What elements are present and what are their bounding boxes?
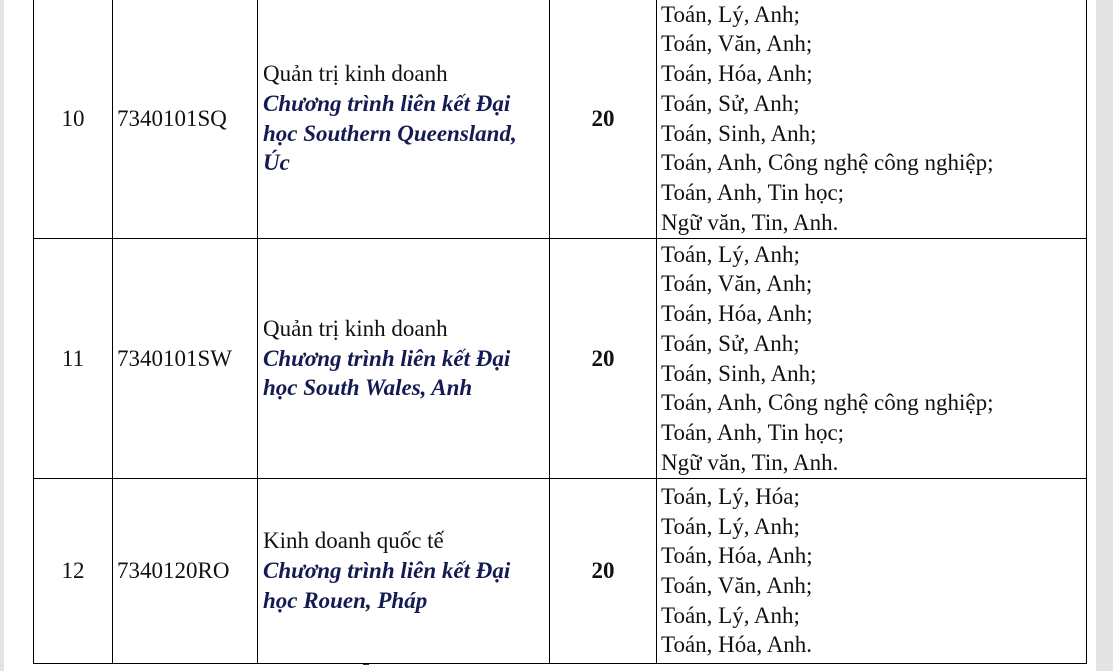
row-number: 12 xyxy=(61,558,85,584)
row-number: 10 xyxy=(61,105,85,131)
subject-combination: Toán, Văn, Anh; xyxy=(661,573,813,598)
major-name: Quản trị kinh doanh xyxy=(263,315,448,341)
subject-combination: Toán, Sinh, Anh; xyxy=(661,360,817,386)
subject-combination: Toán, Anh, Công nghệ công nghiệp; xyxy=(661,150,994,176)
subject-combination: Ngữ văn, Tin, Anh. xyxy=(661,449,839,475)
major-name-cell xyxy=(258,479,550,664)
major-code: 7340101SQ xyxy=(117,105,227,131)
row-number-cell xyxy=(34,239,113,479)
subject-combination: Toán, Lý, Hóa; xyxy=(661,483,800,509)
program-name: Chương trình liên kết Đại học South Wales, Anh xyxy=(263,345,511,401)
subject-combination: Toán, Hóa, Anh; xyxy=(661,61,813,87)
subject-combination: Toán, Văn, Anh; xyxy=(661,271,813,297)
subject-combination: Toán, Văn, Anh; xyxy=(661,31,813,57)
major-code: 7340120RO xyxy=(117,558,230,584)
major-name-cell xyxy=(258,0,550,239)
quota-value: 20 xyxy=(591,558,615,584)
subject-combinations-cell xyxy=(657,0,1087,239)
major-name: Quản trị kinh doanh xyxy=(263,61,448,87)
subject-combination: Toán, Anh, Tin học; xyxy=(661,419,845,445)
subject-combination: Toán, Sinh, Anh; xyxy=(661,120,817,146)
page-fragment-mark xyxy=(363,664,369,669)
major-code-cell xyxy=(113,239,258,479)
admissions-table xyxy=(33,0,1087,664)
program-name: Chương trình liên kết Đại học Rouen, Pháp xyxy=(263,558,511,613)
major-code-cell xyxy=(113,0,258,239)
subject-combination: Toán, Sử, Anh; xyxy=(661,90,800,116)
subject-combination: Toán, Lý, Anh; xyxy=(661,1,800,27)
subject-combination: Toán, Hóa, Anh; xyxy=(661,543,813,569)
row-number-cell xyxy=(34,479,113,664)
subject-combination: Toán, Sử, Anh; xyxy=(661,330,800,356)
quota-cell xyxy=(550,479,657,664)
program-name: Chương trình liên kết Đại học Southern Queensland, Úc xyxy=(263,90,517,176)
table-row xyxy=(34,479,1087,664)
major-code: 7340101SW xyxy=(117,345,232,371)
major-code-cell xyxy=(113,479,258,664)
major-name-cell xyxy=(258,239,550,479)
row-number: 11 xyxy=(61,345,85,371)
subject-combination: Toán, Lý, Anh; xyxy=(661,602,800,628)
subject-combinations-cell xyxy=(657,479,1087,664)
table-row xyxy=(34,239,1087,479)
subject-combination: Toán, Lý, Anh; xyxy=(661,241,800,267)
quota-value: 20 xyxy=(591,105,615,131)
quota-cell xyxy=(550,239,657,479)
subject-combination: Toán, Hóa, Anh. xyxy=(661,632,813,658)
row-number-cell xyxy=(34,0,113,239)
quota-cell xyxy=(550,0,657,239)
quota-value: 20 xyxy=(591,345,615,371)
subject-combinations-cell xyxy=(657,239,1087,479)
subject-combination: Toán, Hóa, Anh; xyxy=(661,301,813,327)
subject-combination: Toán, Anh, Công nghệ công nghiệp; xyxy=(661,390,994,416)
subject-combination: Toán, Lý, Anh; xyxy=(661,513,800,539)
table-row xyxy=(34,0,1087,239)
subject-combination: Toán, Anh, Tin học; xyxy=(661,179,845,205)
window-left-edge xyxy=(0,0,4,671)
subject-combination: Ngữ văn, Tin, Anh. xyxy=(661,209,839,235)
major-name: Kinh doanh quốc tế xyxy=(263,528,444,554)
window-right-edge xyxy=(1096,0,1113,671)
